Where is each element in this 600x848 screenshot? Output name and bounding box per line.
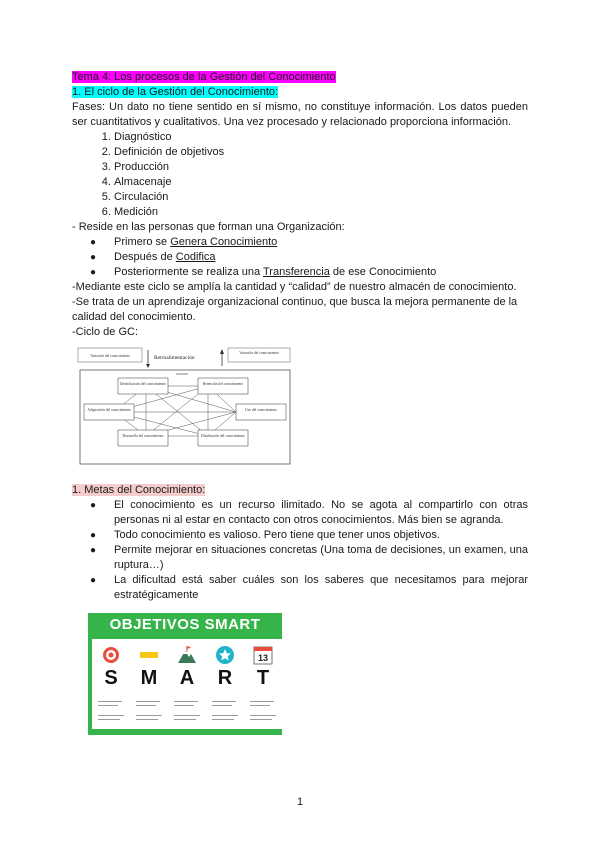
- star-badge-icon: [215, 645, 235, 665]
- feedback-label: Retroalimentación: [154, 355, 195, 361]
- list-item: 1. Diagnóstico: [114, 130, 528, 145]
- node-adquisicion: [84, 404, 134, 420]
- list-item: ● Posteriormente se realiza una Transferencia de ese Conocimiento: [114, 265, 528, 280]
- paragraph-1: -Mediante este ciclo se amplía la cantidad y “calidad” de nuestro almacén de conocimiento.: [72, 281, 517, 293]
- reside-text: - Reside en las personas que forman una Organización:: [72, 221, 345, 233]
- node-uso: [236, 404, 286, 420]
- up-arrow-head-icon: [220, 349, 224, 354]
- list-item: 4. Almacenaje: [114, 175, 528, 190]
- node-label: Desarrollo del conocimiento: [122, 434, 164, 438]
- phases-list: [72, 130, 528, 220]
- smart-card-r: [206, 639, 244, 729]
- node-distribucion: [198, 430, 248, 446]
- steps-list: [72, 235, 528, 280]
- node-retencion: [198, 378, 248, 394]
- node-label: Retención del conocimiento: [202, 382, 244, 386]
- calendar-day: 13: [257, 653, 269, 663]
- page-number: 1: [296, 796, 304, 808]
- smart-card-m: [130, 639, 168, 729]
- list-item: 5. Circulación: [114, 190, 528, 205]
- mountain-icon: [177, 645, 197, 665]
- node-label: Uso del conocimiento: [245, 408, 277, 412]
- cycle-label: -Ciclo de GC:: [72, 326, 139, 338]
- smart-card-t: [244, 639, 282, 729]
- smart-letter: S: [104, 667, 118, 689]
- node-label: Distribución del conocimiento: [201, 434, 245, 438]
- node-desarrollo: [118, 430, 168, 446]
- list-item: 3. Producción: [114, 160, 528, 175]
- smart-letter: A: [179, 667, 195, 689]
- smart-objectives-image: [88, 613, 282, 735]
- list-item: 2. Definición de objetivos: [114, 145, 528, 160]
- section1-heading: 1. El ciclo de la Gestión del Conocimiento:: [72, 86, 279, 98]
- paragraph-2: -Se trata de un aprendizaje organizacional continuo, que busca la mejora permanente de la calidad del conocimiento.: [72, 296, 518, 323]
- section1-intro: Fases: Un dato no tiene sentido en sí mismo, no constituye información. Los datos pueden ser cuantitativos y cualitativos. Una vez procesado y relacionado proporciona información.: [72, 101, 528, 128]
- node-label: Adquisición del conocimiento: [87, 408, 131, 412]
- document-page: [72, 70, 528, 735]
- smart-card-a: [168, 639, 206, 729]
- list-item: ● La dificultad está saber cuáles son los saberes que necesitamos para mejorar estratégicamente: [114, 573, 528, 603]
- top-right-label: Variación del conocimiento: [239, 351, 279, 355]
- list-item: ● El conocimiento es un recurso ilimitado. No se agota al compartirlo con otras personas ni al estar en contacto con otros conocimientos. Más bien se agranda.: [114, 498, 528, 528]
- top-left-label: Variación del conocimiento: [90, 354, 130, 358]
- smart-letter: R: [217, 667, 233, 689]
- smart-letter: M: [140, 667, 158, 689]
- smart-letter: T: [256, 667, 270, 689]
- list-item: ● Después de Codifica: [114, 250, 528, 265]
- down-arrow-head-icon: [146, 364, 150, 368]
- smart-title: OBJETIVOS SMART: [109, 616, 261, 633]
- list-item: ● Todo conocimiento es valioso. Pero tiene que tener unos objetivos.: [114, 528, 528, 543]
- section2-heading: 1. Metas del Conocimiento:: [72, 484, 206, 496]
- list-item: 6. Medición: [114, 205, 528, 220]
- list-item: ● Permite mejorar en situaciones concretas (Una toma de decisiones, un examen, una ruptura…): [114, 543, 528, 573]
- node-identificacion: [118, 378, 168, 394]
- list-item: ● Primero se Genera Conocimiento: [114, 235, 528, 250]
- target-icon: [101, 645, 121, 665]
- gc-cycle-diagram: [76, 346, 292, 466]
- calendar-icon: [253, 645, 273, 665]
- ruler-icon: [139, 645, 159, 665]
- node-label: Identificación del conocimiento: [120, 382, 166, 386]
- page-title: Tema 4: Los procesos de la Gestión del Conocimiento: [72, 71, 336, 83]
- smart-card-s: [92, 639, 130, 729]
- goals-list: [72, 498, 528, 603]
